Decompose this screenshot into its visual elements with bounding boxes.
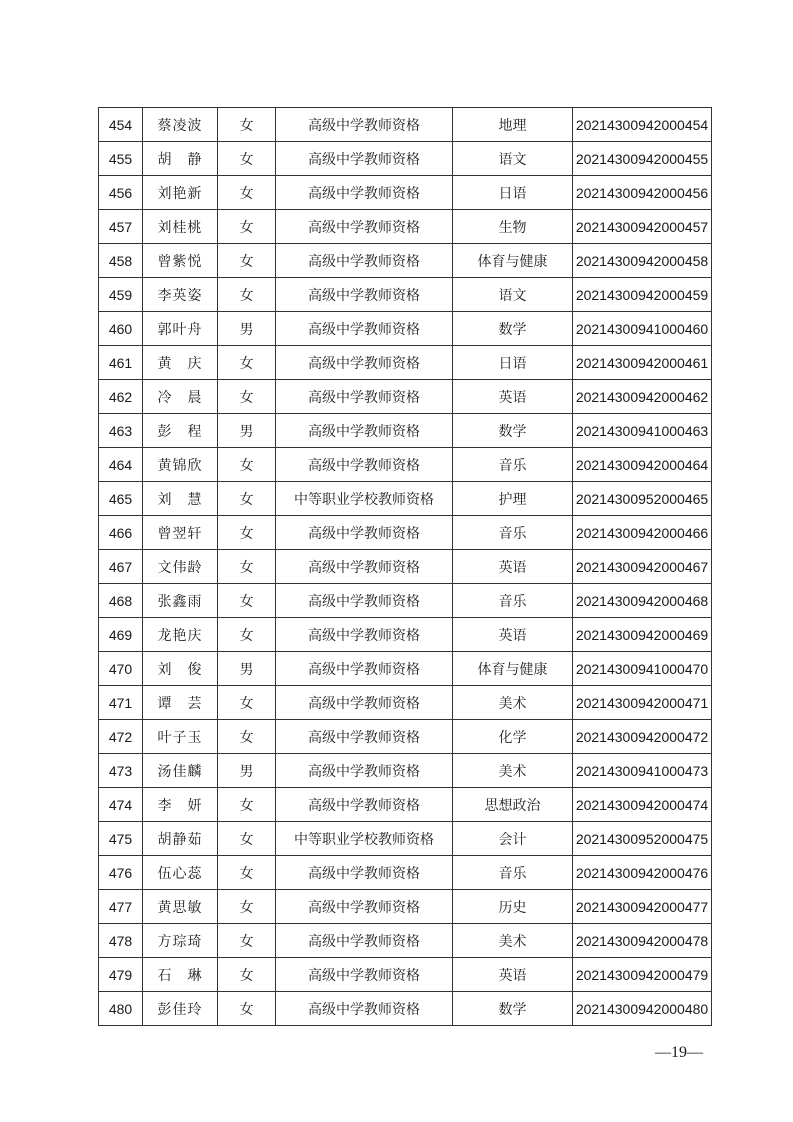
subject-cell: 体育与健康 [453, 652, 573, 686]
qualification-cell: 高级中学教师资格 [276, 244, 453, 278]
certificate-id-cell: 20214300941000470 [573, 652, 712, 686]
certificate-id-cell: 20214300942000466 [573, 516, 712, 550]
gender-cell: 女 [218, 278, 276, 312]
gender-cell: 女 [218, 856, 276, 890]
row-number-cell: 473 [99, 754, 143, 788]
qualification-cell: 高级中学教师资格 [276, 142, 453, 176]
subject-cell: 体育与健康 [453, 244, 573, 278]
name-cell: 谭 芸 [143, 686, 218, 720]
gender-cell: 女 [218, 788, 276, 822]
name-cell: 刘 慧 [143, 482, 218, 516]
gender-cell: 女 [218, 176, 276, 210]
subject-cell: 英语 [453, 550, 573, 584]
name-cell: 刘艳新 [143, 176, 218, 210]
gender-cell: 女 [218, 584, 276, 618]
table-row [99, 992, 712, 1026]
certificate-id-cell: 20214300952000475 [573, 822, 712, 856]
table-row [99, 584, 712, 618]
name-cell: 蔡凌波 [143, 108, 218, 142]
row-number-cell: 471 [99, 686, 143, 720]
certificate-id-cell: 20214300942000467 [573, 550, 712, 584]
name-cell: 黄锦欣 [143, 448, 218, 482]
certificate-id-cell: 20214300952000465 [573, 482, 712, 516]
gender-cell: 女 [218, 482, 276, 516]
certificate-id-cell: 20214300942000459 [573, 278, 712, 312]
gender-cell: 女 [218, 142, 276, 176]
qualification-cell: 高级中学教师资格 [276, 652, 453, 686]
qualification-cell: 高级中学教师资格 [276, 992, 453, 1026]
name-cell: 郭叶舟 [143, 312, 218, 346]
certificate-id-cell: 20214300942000462 [573, 380, 712, 414]
row-number-cell: 475 [99, 822, 143, 856]
name-cell: 曾紫悦 [143, 244, 218, 278]
certificate-id-cell: 20214300942000474 [573, 788, 712, 822]
certificate-id-cell: 20214300942000480 [573, 992, 712, 1026]
name-cell: 彭 程 [143, 414, 218, 448]
row-number-cell: 476 [99, 856, 143, 890]
subject-cell: 思想政治 [453, 788, 573, 822]
row-number-cell: 461 [99, 346, 143, 380]
certificate-id-cell: 20214300942000476 [573, 856, 712, 890]
name-cell: 叶子玉 [143, 720, 218, 754]
certificate-id-cell: 20214300941000463 [573, 414, 712, 448]
qualification-cell: 高级中学教师资格 [276, 278, 453, 312]
name-cell: 汤佳麟 [143, 754, 218, 788]
name-cell: 方琮琦 [143, 924, 218, 958]
qualification-cell: 高级中学教师资格 [276, 176, 453, 210]
table-row [99, 414, 712, 448]
gender-cell: 女 [218, 550, 276, 584]
name-cell: 李英姿 [143, 278, 218, 312]
qualification-cell: 高级中学教师资格 [276, 686, 453, 720]
certificate-id-cell: 20214300942000477 [573, 890, 712, 924]
subject-cell: 英语 [453, 380, 573, 414]
table-row [99, 754, 712, 788]
gender-cell: 女 [218, 210, 276, 244]
row-number-cell: 479 [99, 958, 143, 992]
row-number-cell: 459 [99, 278, 143, 312]
qualification-cell: 高级中学教师资格 [276, 754, 453, 788]
table-row [99, 958, 712, 992]
table-row [99, 516, 712, 550]
name-cell: 胡静茹 [143, 822, 218, 856]
row-number-cell: 472 [99, 720, 143, 754]
table-row [99, 618, 712, 652]
qualification-cell: 高级中学教师资格 [276, 414, 453, 448]
certificate-id-cell: 20214300941000473 [573, 754, 712, 788]
gender-cell: 男 [218, 414, 276, 448]
name-cell: 黄思敏 [143, 890, 218, 924]
table-row [99, 176, 712, 210]
row-number-cell: 462 [99, 380, 143, 414]
certificate-id-cell: 20214300942000456 [573, 176, 712, 210]
gender-cell: 女 [218, 822, 276, 856]
table-row [99, 856, 712, 890]
certificate-id-cell: 20214300942000479 [573, 958, 712, 992]
subject-cell: 音乐 [453, 448, 573, 482]
table-row [99, 244, 712, 278]
qualification-cell: 高级中学教师资格 [276, 516, 453, 550]
certificate-id-cell: 20214300942000471 [573, 686, 712, 720]
subject-cell: 地理 [453, 108, 573, 142]
qualification-cell: 高级中学教师资格 [276, 958, 453, 992]
name-cell: 龙艳庆 [143, 618, 218, 652]
subject-cell: 日语 [453, 176, 573, 210]
table-row [99, 278, 712, 312]
name-cell: 李 妍 [143, 788, 218, 822]
row-number-cell: 480 [99, 992, 143, 1026]
subject-cell: 护理 [453, 482, 573, 516]
name-cell: 刘 俊 [143, 652, 218, 686]
table-row [99, 720, 712, 754]
qualification-cell: 高级中学教师资格 [276, 618, 453, 652]
table-body [99, 108, 712, 1026]
name-cell: 文伟龄 [143, 550, 218, 584]
table-row [99, 312, 712, 346]
certificate-id-cell: 20214300942000478 [573, 924, 712, 958]
row-number-cell: 474 [99, 788, 143, 822]
name-cell: 石 琳 [143, 958, 218, 992]
name-cell: 胡 静 [143, 142, 218, 176]
name-cell: 彭佳玲 [143, 992, 218, 1026]
table-row [99, 380, 712, 414]
name-cell: 伍心蕊 [143, 856, 218, 890]
name-cell: 冷 晨 [143, 380, 218, 414]
table-row [99, 108, 712, 142]
row-number-cell: 470 [99, 652, 143, 686]
qualification-cell: 高级中学教师资格 [276, 720, 453, 754]
table-row [99, 890, 712, 924]
qualification-cell: 高级中学教师资格 [276, 924, 453, 958]
subject-cell: 数学 [453, 992, 573, 1026]
name-cell: 曾翌轩 [143, 516, 218, 550]
certificate-id-cell: 20214300942000454 [573, 108, 712, 142]
certificate-id-cell: 20214300942000468 [573, 584, 712, 618]
subject-cell: 语文 [453, 278, 573, 312]
certificate-id-cell: 20214300942000458 [573, 244, 712, 278]
qualification-cell: 高级中学教师资格 [276, 890, 453, 924]
row-number-cell: 463 [99, 414, 143, 448]
qualification-cell: 高级中学教师资格 [276, 312, 453, 346]
subject-cell: 音乐 [453, 516, 573, 550]
certificate-id-cell: 20214300942000472 [573, 720, 712, 754]
table-row [99, 210, 712, 244]
table-row [99, 686, 712, 720]
table-row [99, 448, 712, 482]
subject-cell: 数学 [453, 312, 573, 346]
row-number-cell: 468 [99, 584, 143, 618]
subject-cell: 化学 [453, 720, 573, 754]
name-cell: 刘桂桃 [143, 210, 218, 244]
subject-cell: 生物 [453, 210, 573, 244]
gender-cell: 女 [218, 448, 276, 482]
certificate-id-cell: 20214300942000457 [573, 210, 712, 244]
subject-cell: 音乐 [453, 584, 573, 618]
gender-cell: 女 [218, 958, 276, 992]
subject-cell: 美术 [453, 924, 573, 958]
row-number-cell: 467 [99, 550, 143, 584]
gender-cell: 女 [218, 720, 276, 754]
subject-cell: 历史 [453, 890, 573, 924]
table-row [99, 550, 712, 584]
gender-cell: 男 [218, 652, 276, 686]
certificate-id-cell: 20214300942000461 [573, 346, 712, 380]
certificate-id-cell: 20214300942000464 [573, 448, 712, 482]
subject-cell: 日语 [453, 346, 573, 380]
certificate-id-cell: 20214300942000469 [573, 618, 712, 652]
table-row [99, 924, 712, 958]
gender-cell: 男 [218, 754, 276, 788]
teacher-qualification-table [98, 107, 712, 1026]
table-row [99, 788, 712, 822]
certificate-id-cell: 20214300941000460 [573, 312, 712, 346]
table-row [99, 482, 712, 516]
gender-cell: 女 [218, 890, 276, 924]
row-number-cell: 460 [99, 312, 143, 346]
gender-cell: 男 [218, 312, 276, 346]
qualification-cell: 高级中学教师资格 [276, 380, 453, 414]
row-number-cell: 457 [99, 210, 143, 244]
subject-cell: 英语 [453, 958, 573, 992]
subject-cell: 音乐 [453, 856, 573, 890]
row-number-cell: 458 [99, 244, 143, 278]
table-row [99, 652, 712, 686]
row-number-cell: 466 [99, 516, 143, 550]
qualification-cell: 高级中学教师资格 [276, 108, 453, 142]
gender-cell: 女 [218, 380, 276, 414]
gender-cell: 女 [218, 108, 276, 142]
gender-cell: 女 [218, 618, 276, 652]
qualification-cell: 中等职业学校教师资格 [276, 822, 453, 856]
gender-cell: 女 [218, 992, 276, 1026]
subject-cell: 语文 [453, 142, 573, 176]
subject-cell: 数学 [453, 414, 573, 448]
subject-cell: 英语 [453, 618, 573, 652]
row-number-cell: 469 [99, 618, 143, 652]
name-cell: 黄 庆 [143, 346, 218, 380]
name-cell: 张鑫雨 [143, 584, 218, 618]
certificate-id-cell: 20214300942000455 [573, 142, 712, 176]
table-row [99, 142, 712, 176]
qualification-cell: 高级中学教师资格 [276, 346, 453, 380]
subject-cell: 会计 [453, 822, 573, 856]
qualification-cell: 高级中学教师资格 [276, 550, 453, 584]
table-row [99, 822, 712, 856]
qualification-cell: 高级中学教师资格 [276, 788, 453, 822]
row-number-cell: 465 [99, 482, 143, 516]
subject-cell: 美术 [453, 754, 573, 788]
row-number-cell: 464 [99, 448, 143, 482]
gender-cell: 女 [218, 346, 276, 380]
gender-cell: 女 [218, 244, 276, 278]
qualification-cell: 高级中学教师资格 [276, 210, 453, 244]
qualification-cell: 高级中学教师资格 [276, 584, 453, 618]
row-number-cell: 478 [99, 924, 143, 958]
gender-cell: 女 [218, 924, 276, 958]
qualification-cell: 中等职业学校教师资格 [276, 482, 453, 516]
gender-cell: 女 [218, 516, 276, 550]
gender-cell: 女 [218, 686, 276, 720]
qualification-cell: 高级中学教师资格 [276, 448, 453, 482]
row-number-cell: 455 [99, 142, 143, 176]
table-row [99, 346, 712, 380]
subject-cell: 美术 [453, 686, 573, 720]
row-number-cell: 477 [99, 890, 143, 924]
row-number-cell: 456 [99, 176, 143, 210]
qualification-cell: 高级中学教师资格 [276, 856, 453, 890]
row-number-cell: 454 [99, 108, 143, 142]
page-number: —19— [655, 1044, 703, 1061]
